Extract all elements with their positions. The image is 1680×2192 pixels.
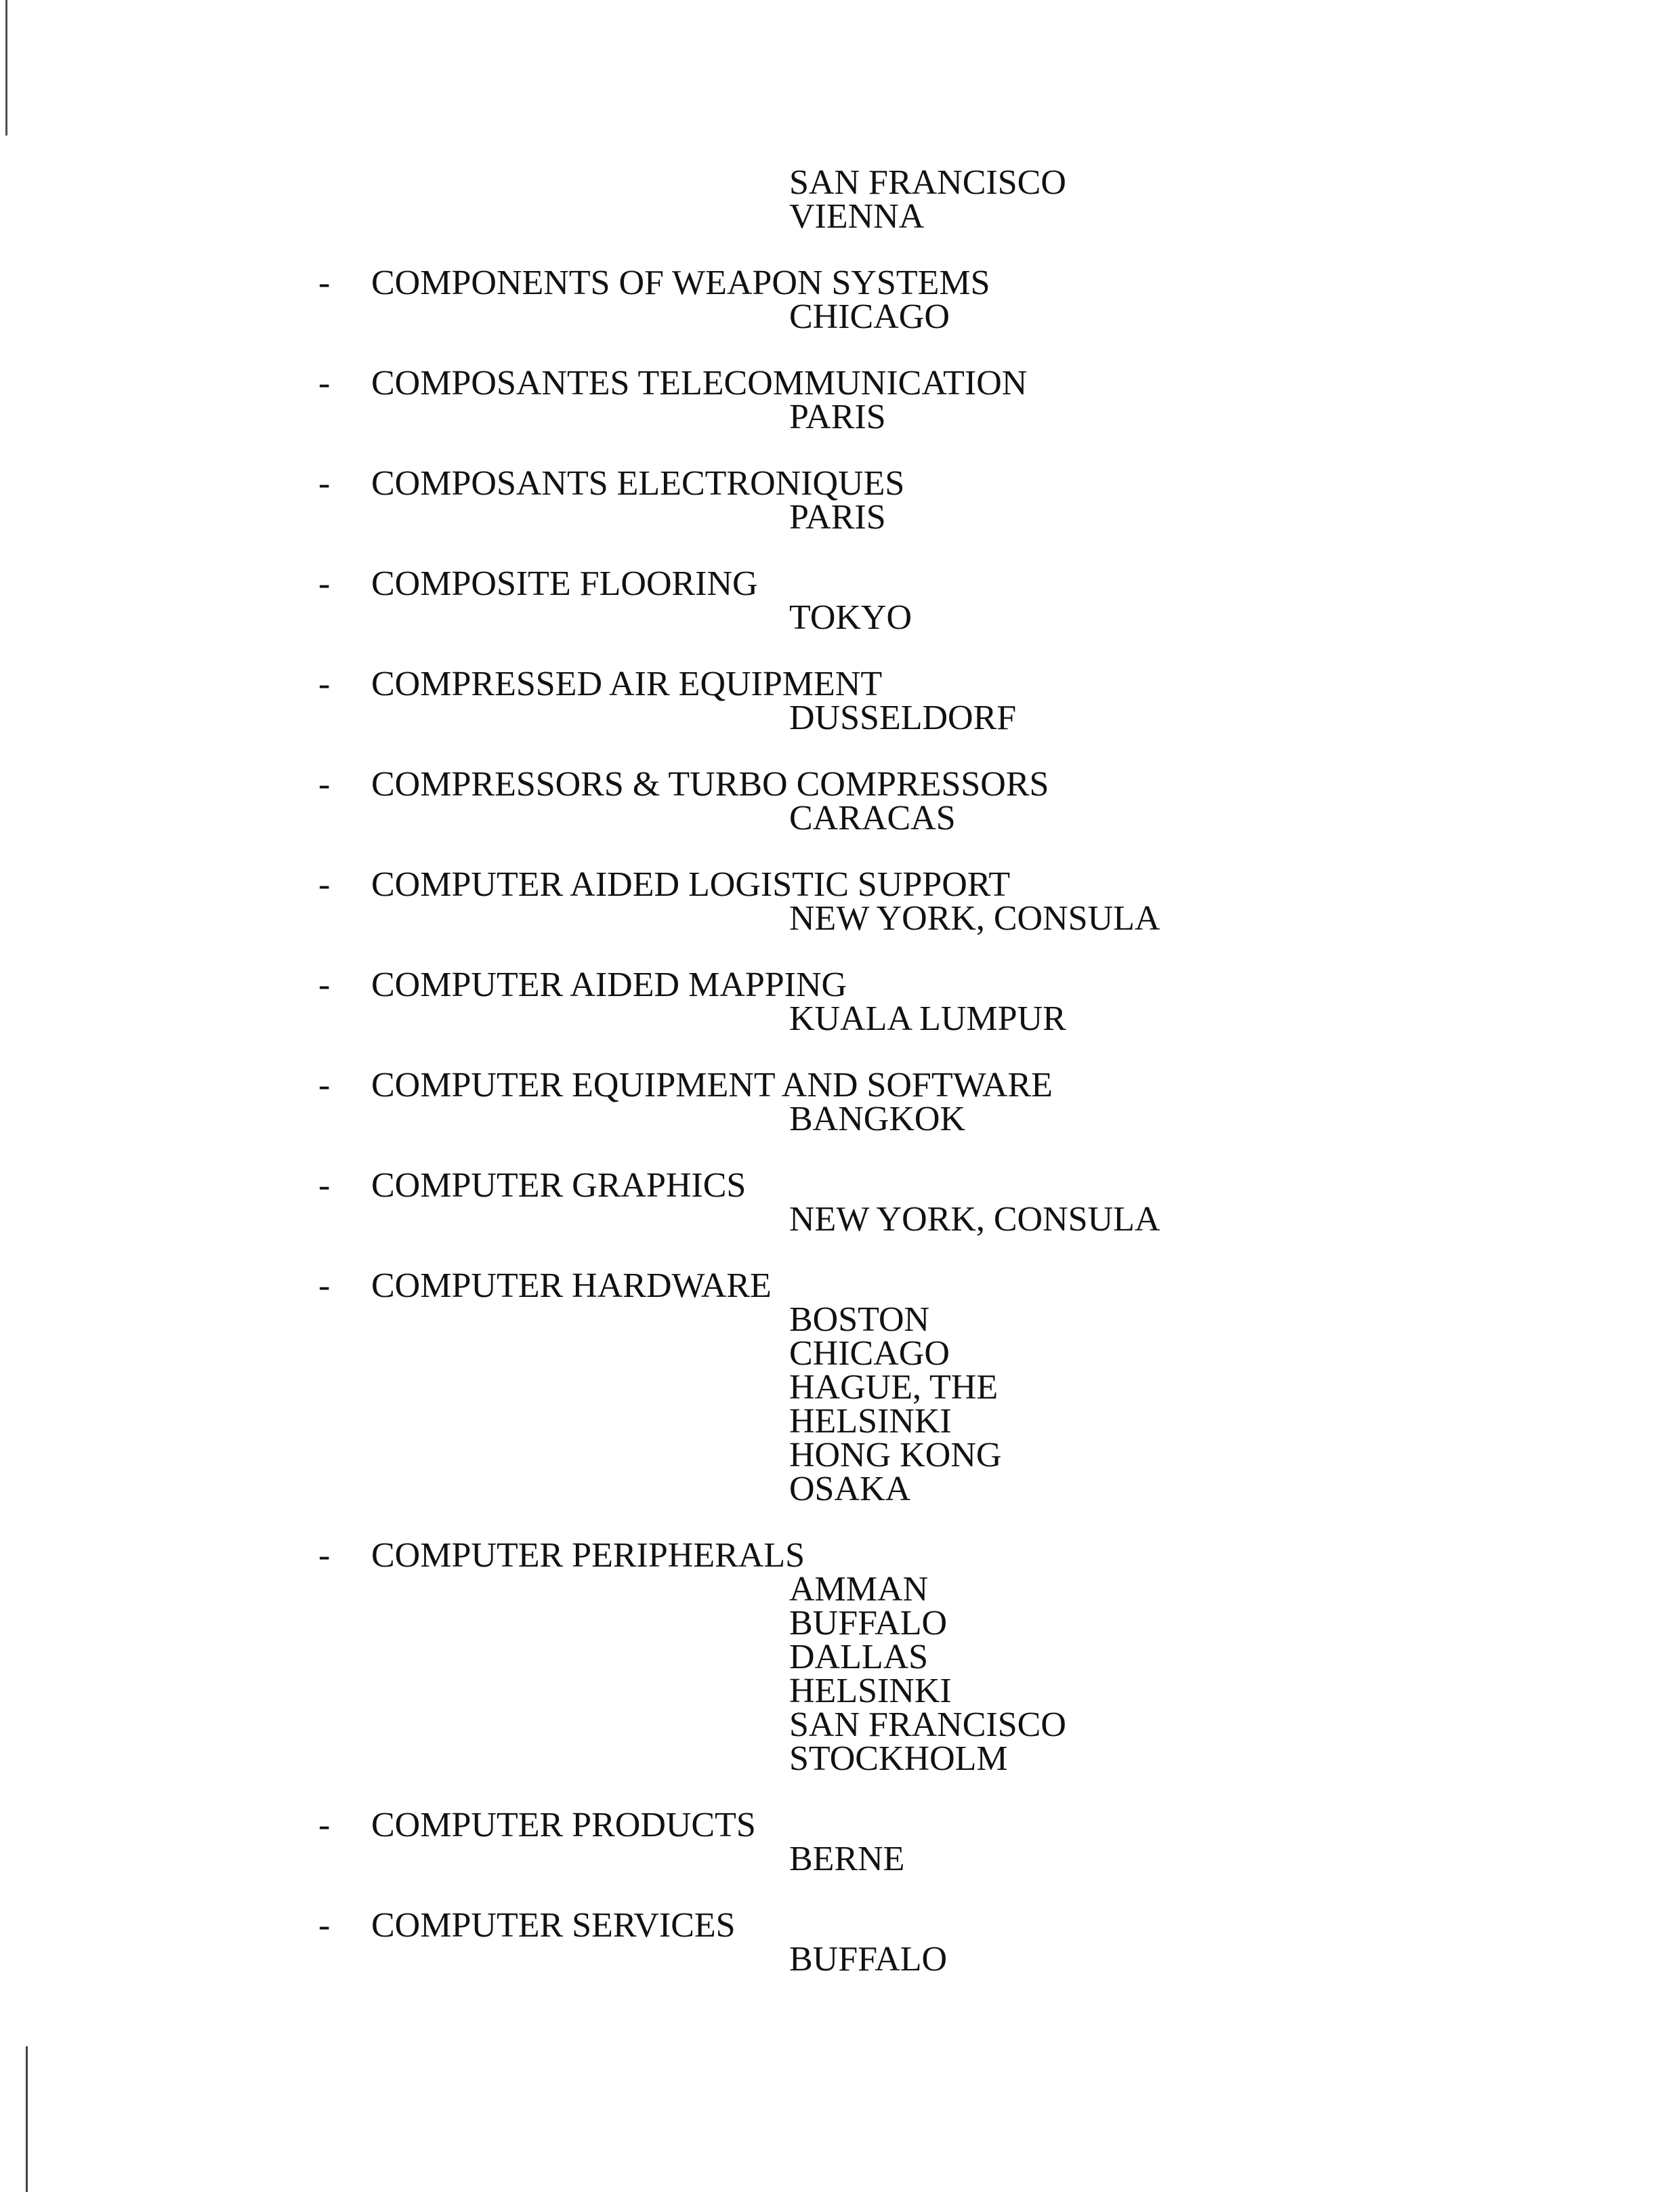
directory-entry xyxy=(318,1808,1605,1876)
directory-entry xyxy=(318,968,1605,1036)
city-list xyxy=(789,799,1605,837)
category-heading: COMPUTER SERVICES xyxy=(371,1906,736,1945)
category-heading: COMPUTER EQUIPMENT AND SOFTWARE xyxy=(371,1066,1053,1104)
entry-heading xyxy=(318,1808,1605,1842)
category-heading: COMPOSITE FLOORING xyxy=(371,564,758,603)
city-name: PARIS xyxy=(789,498,886,537)
directory-entry xyxy=(318,1266,1605,1508)
city-name: HAGUE, THE xyxy=(789,1368,999,1407)
city-list xyxy=(789,1200,1605,1239)
city-name: NEW YORK, CONSULA xyxy=(789,1200,1160,1239)
city-list xyxy=(789,1940,1605,1979)
city-name: BOSTON xyxy=(789,1300,930,1339)
city-name: HONG KONG xyxy=(789,1436,1002,1474)
city-name: CHICAGO xyxy=(789,297,950,336)
directory-entry xyxy=(318,765,1605,837)
entry-heading xyxy=(318,865,1605,904)
bullet-dash: - xyxy=(318,1806,331,1844)
directory-entry xyxy=(318,364,1605,436)
city-list xyxy=(789,297,1605,336)
city-list xyxy=(789,1842,1605,1876)
bullet-dash: - xyxy=(318,1906,331,1945)
city-list xyxy=(789,999,1605,1038)
city-list xyxy=(789,701,1605,735)
city-name: BUFFALO xyxy=(789,1940,948,1979)
bullet-dash: - xyxy=(318,865,331,904)
entry-heading xyxy=(318,968,1605,1002)
category-heading: COMPRESSED AIR EQUIPMENT xyxy=(371,665,883,703)
bullet-dash: - xyxy=(318,564,331,603)
category-heading: COMPUTER AIDED MAPPING xyxy=(371,966,847,1004)
entry-heading xyxy=(318,1166,1605,1205)
scan-edge-mark-bottom xyxy=(26,2046,28,2192)
category-heading: COMPUTER PERIPHERALS xyxy=(371,1536,805,1575)
city-name: BERNE xyxy=(789,1840,905,1878)
entry-heading xyxy=(318,1266,1605,1305)
city-list xyxy=(789,1102,1605,1136)
directory-entry xyxy=(318,1066,1605,1138)
city-name: AMMAN xyxy=(789,1570,929,1609)
city-name: NEW YORK, CONSULA xyxy=(789,899,1160,938)
category-heading: COMPUTER PRODUCTS xyxy=(371,1806,756,1844)
city-name: DALLAS xyxy=(789,1638,929,1676)
entries-container xyxy=(318,266,1605,1977)
bullet-dash: - xyxy=(318,1536,331,1575)
city-name: VIENNA xyxy=(789,197,925,236)
entry-heading xyxy=(318,1536,1605,1575)
entry-heading xyxy=(318,364,1605,402)
entry-heading xyxy=(318,1906,1605,1945)
city-name: KUALA LUMPUR xyxy=(789,999,1066,1038)
city-name: STOCKHOLM xyxy=(789,1739,1008,1778)
category-heading: COMPUTER AIDED LOGISTIC SUPPORT xyxy=(371,865,1011,904)
entry-heading xyxy=(318,564,1605,603)
city-name: CARACAS xyxy=(789,799,956,837)
category-heading: COMPONENTS OF WEAPON SYSTEMS xyxy=(371,264,990,302)
category-heading: COMPUTER HARDWARE xyxy=(371,1266,772,1305)
entry-heading xyxy=(318,266,1605,300)
city-list xyxy=(789,598,1605,637)
bullet-dash: - xyxy=(318,1266,331,1305)
category-heading: COMPOSANTS ELECTRONIQUES xyxy=(371,464,905,503)
directory-entry xyxy=(318,865,1605,938)
city-list xyxy=(789,498,1605,537)
city-name: BUFFALO xyxy=(789,1604,948,1642)
directory-entry xyxy=(318,266,1605,334)
bullet-dash: - xyxy=(318,464,331,503)
city-list xyxy=(789,1570,1605,1778)
entry-heading xyxy=(318,765,1605,804)
city-name: SAN FRANCISCO xyxy=(789,1705,1066,1744)
entry-heading xyxy=(318,464,1605,503)
city-name: HELSINKI xyxy=(789,1672,952,1710)
entry-heading xyxy=(318,667,1605,701)
bullet-dash: - xyxy=(318,1166,331,1205)
bullet-dash: - xyxy=(318,665,331,703)
directory-entry xyxy=(318,1906,1605,1979)
city-name: PARIS xyxy=(789,398,886,436)
city-name: CHICAGO xyxy=(789,1334,950,1373)
city-name: TOKYO xyxy=(789,598,912,637)
scan-edge-mark xyxy=(5,0,7,136)
category-heading: COMPUTER GRAPHICS xyxy=(371,1166,747,1205)
city-name: HELSINKI xyxy=(789,1402,952,1441)
directory-list xyxy=(318,163,1605,2009)
bullet-dash: - xyxy=(318,966,331,1004)
city-list xyxy=(789,899,1605,938)
category-heading: COMPOSANTES TELECOMMUNICATION xyxy=(371,364,1028,402)
city-name: OSAKA xyxy=(789,1470,911,1508)
bullet-dash: - xyxy=(318,364,331,402)
city-name: DUSSELDORF xyxy=(789,699,1017,737)
directory-entry xyxy=(318,464,1605,537)
city-list xyxy=(789,1300,1605,1508)
bullet-dash: - xyxy=(318,1066,331,1104)
bullet-dash: - xyxy=(318,765,331,804)
directory-entry xyxy=(318,564,1605,637)
city-name: BANGKOK xyxy=(789,1100,965,1138)
entry-heading xyxy=(318,1066,1605,1104)
city-name: SAN FRANCISCO xyxy=(789,163,1066,202)
bullet-dash: - xyxy=(318,264,331,302)
directory-entry xyxy=(318,1536,1605,1778)
city-list xyxy=(789,400,1605,434)
category-heading: COMPRESSORS & TURBO COMPRESSORS xyxy=(371,765,1049,804)
directory-entry xyxy=(318,1166,1605,1239)
directory-entry xyxy=(318,667,1605,735)
continued-city-list xyxy=(789,163,1605,236)
